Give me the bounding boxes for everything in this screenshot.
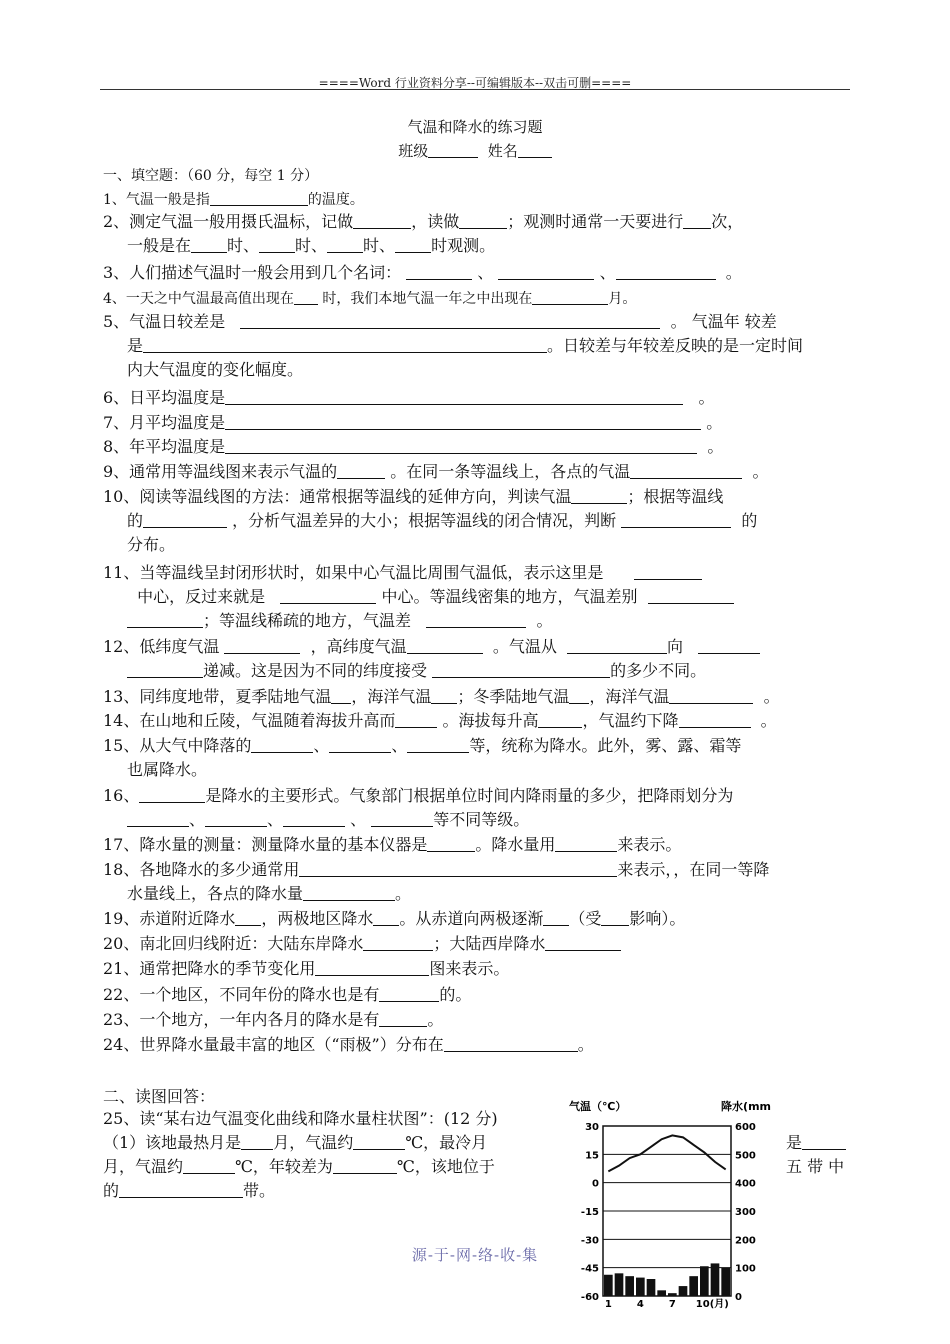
question-4	[103, 287, 858, 311]
chart-precip-tick: 0	[735, 1292, 742, 1303]
q17-blank-1[interactable]	[427, 837, 475, 852]
q2-blank-6[interactable]	[327, 238, 363, 253]
q8-blank[interactable]	[225, 439, 697, 454]
climate-chart	[565, 1098, 775, 1324]
chart-temp-line	[608, 1135, 725, 1171]
q14-text-c: ，气温约下降	[582, 711, 679, 730]
q12-blank-5[interactable]	[127, 663, 203, 678]
question-22	[103, 983, 858, 1007]
chart-temp-tick: -30	[580, 1235, 599, 1247]
q20-blank-2[interactable]	[545, 936, 621, 951]
q5-text-c: 是	[127, 336, 144, 355]
q11-text-d: ；等温线稀疏的地方，气温差	[203, 611, 412, 630]
q9-blank-2[interactable]	[630, 464, 742, 479]
chart-month-tick: 10(月)	[695, 1299, 729, 1310]
question-13	[103, 685, 858, 709]
q5-blank-1[interactable]	[240, 314, 660, 329]
q16-blank-5[interactable]	[371, 812, 433, 827]
chart-temp-tick: -60	[580, 1292, 599, 1303]
q20-text: 20、南北回归线附近：大陆东岸降水	[103, 934, 364, 953]
question-3	[103, 261, 858, 285]
chart-temp-tick: 30	[585, 1122, 599, 1133]
q25-blank-2[interactable]	[353, 1135, 405, 1150]
q16-end: 等不同等级。	[433, 810, 530, 829]
question-17	[103, 833, 858, 857]
question-25	[103, 1107, 563, 1203]
q9-end: 。	[752, 462, 769, 481]
q22-end: 的。	[439, 985, 472, 1004]
q7-blank[interactable]	[225, 415, 701, 430]
chart-right-axis-title: 降水(mm	[721, 1100, 771, 1113]
chart-precip-tick: 400	[735, 1178, 756, 1190]
q19-blank-2[interactable]	[373, 911, 399, 926]
question-18	[103, 858, 858, 906]
chart-precip-tick: 300	[735, 1207, 756, 1218]
q20-text-b: ；大陆西岸降水	[433, 934, 546, 953]
chart-temp-tick: -45	[580, 1263, 599, 1275]
q24-text: 24、世界降水量最丰富的地区（“雨极”）分布在	[103, 1035, 444, 1054]
q16-blank-3[interactable]	[205, 812, 267, 827]
q11-end: 。	[536, 611, 553, 630]
q19-text-c: 。从赤道向两极逐渐	[399, 909, 544, 928]
q17-text: 17、降水量的测量：测量降水量的基本仪器是	[103, 835, 428, 854]
chart-precip-bar	[657, 1290, 666, 1296]
class-blank[interactable]	[428, 143, 478, 158]
question-12	[103, 635, 858, 683]
q15-blank-1[interactable]	[251, 738, 313, 753]
q22-text: 22、一个地区，不同年份的降水也是有	[103, 985, 380, 1004]
question-2	[103, 210, 858, 258]
q18-blank-2[interactable]	[303, 886, 395, 901]
question-25-right	[786, 1131, 866, 1179]
q19-blank-1[interactable]	[235, 911, 261, 926]
q18-text-b: 来表示，，在同一等降	[617, 860, 770, 879]
question-16	[103, 784, 858, 832]
q19-blank-4[interactable]	[601, 911, 629, 926]
q19-end: 影响）。	[629, 909, 686, 928]
q21-end: 图来表示。	[429, 959, 510, 978]
q12-text-c: 。气温从	[492, 637, 557, 656]
q11-text-b: 中心，反过来就是	[137, 587, 266, 606]
q24-blank[interactable]	[444, 1037, 578, 1052]
q2-blank-5[interactable]	[259, 238, 295, 253]
q2-blank-2[interactable]	[459, 214, 507, 229]
q25-blank-5[interactable]	[119, 1183, 243, 1198]
q2-text-i: 时观测。	[431, 236, 496, 255]
q2-text-b: ，读做	[411, 212, 460, 231]
chart-precip-tick: 200	[735, 1235, 756, 1247]
q25-text-e: 月，气温约	[103, 1157, 184, 1176]
chart-month-tick: 4	[636, 1299, 644, 1310]
q11-blank-4[interactable]	[127, 613, 203, 628]
q3-blank-1[interactable]	[406, 265, 472, 280]
q2-text-f: 时、	[227, 236, 260, 255]
question-19	[103, 907, 858, 931]
q12-blank-1[interactable]	[224, 639, 300, 654]
q18-text: 18、各地降水的多少通常用	[103, 860, 300, 879]
q3-text: 3、人们描述气温时一般会用到几个名词：	[103, 263, 402, 282]
q18-blank-1[interactable]	[299, 862, 617, 877]
q14-text-b: 。海拔每升高	[442, 711, 539, 730]
question-23	[103, 1008, 858, 1032]
q2-blank-3[interactable]	[683, 214, 711, 229]
question-15	[103, 734, 858, 782]
q2-text: 2、测定气温一般用摄氏温标，记做	[103, 212, 354, 231]
q16-blank-4[interactable]	[283, 812, 345, 827]
q19-blank-3[interactable]	[543, 911, 569, 926]
q6-blank[interactable]	[225, 390, 683, 405]
chart-temp-tick: -15	[580, 1207, 599, 1218]
q25-text: 25、读“某右边气温变化曲线和降水量柱状图”：(12 分)	[103, 1109, 498, 1128]
q25-blank-4[interactable]	[333, 1159, 397, 1174]
chart-precip-bar	[679, 1286, 688, 1296]
q12-text-e: 递减。这是因为不同的纬度接受	[203, 661, 428, 680]
question-8	[103, 435, 858, 459]
chart-precip-bar	[700, 1266, 709, 1296]
q10-line-2	[103, 509, 858, 533]
q18-line-2	[103, 882, 858, 906]
q8-end: 。	[707, 437, 724, 456]
q10-blank-3[interactable]	[621, 513, 731, 528]
footer-watermark: 源-于-网-络-收-集	[411, 1246, 539, 1264]
q13-text-d: ，海洋气温	[589, 687, 670, 706]
q10-blank-1[interactable]	[571, 489, 627, 504]
question-11	[103, 561, 858, 633]
q17-text-b: 。降水量用	[475, 835, 556, 854]
q11-line-3	[103, 609, 858, 633]
q17-end: 来表示。	[617, 835, 682, 854]
q12-text: 12、低纬度气温	[103, 637, 220, 656]
q17-blank-2[interactable]	[555, 837, 617, 852]
q2-text-c: ；观测时通常一天要进行	[507, 212, 684, 231]
q3-end: 。	[725, 263, 742, 282]
chart-precip-bar	[668, 1293, 677, 1296]
q2-text-e: 一般是在	[127, 236, 192, 255]
q25-text-d: ℃，最冷月	[405, 1133, 488, 1152]
chart-precip-bar	[615, 1273, 624, 1296]
q2-text-g: 时、	[295, 236, 328, 255]
q12-blank-4[interactable]	[698, 639, 760, 654]
q3-blank-3[interactable]	[616, 265, 716, 280]
q14-text: 14、在山地和丘陵，气温随着海拔升高而	[103, 711, 396, 730]
question-20	[103, 932, 858, 956]
q15-text-e: 也属降水。	[127, 760, 208, 779]
q13-text-c: ；冬季陆地气温	[457, 687, 570, 706]
q11-line-2	[103, 585, 858, 609]
q5-text-d: 。日较差与年较差反映的是一定时间	[547, 336, 804, 355]
q16-sep-3: 、	[350, 810, 367, 829]
question-10	[103, 485, 858, 557]
q25-text-g: ℃，该地位于	[396, 1157, 495, 1176]
q5-text-e: 内大气温度的变化幅度。	[127, 360, 304, 379]
q12-text-f: 的多少不同。	[610, 661, 707, 680]
q4-text: 4、一天之中气温最高值出现在	[103, 291, 294, 307]
chart-precip-bar	[721, 1268, 730, 1296]
name-blank[interactable]	[518, 143, 552, 158]
q6-text: 6、日平均温度是	[103, 388, 226, 407]
chart-temp-tick: 0	[592, 1178, 599, 1190]
q12-blank-6[interactable]	[432, 663, 610, 678]
chart-precip-tick: 600	[735, 1122, 756, 1133]
page-title: 气温和降水的练习题	[407, 118, 543, 136]
chart-left-axis-title: 气温（℃）	[569, 1100, 627, 1113]
q25-text-f: ℃，年较差为	[235, 1157, 333, 1176]
q9-text-b: 。在同一条等温线上，各点的气温	[390, 462, 631, 481]
q16-line-2	[103, 808, 858, 832]
q11-text-c: 中心。等温线密集的地方，气温差别	[381, 587, 638, 606]
question-6	[103, 386, 858, 410]
q3-blank-2[interactable]	[498, 265, 594, 280]
name-label: 姓名	[487, 142, 518, 160]
question-14	[103, 709, 858, 733]
chart-month-tick: 7	[668, 1299, 676, 1310]
q15-text-d: 等，统称为降水。此外，雾、露、霜等	[469, 736, 742, 755]
q5-text-b: 。 气温年 较差	[670, 312, 777, 331]
q11-blank-3[interactable]	[648, 589, 734, 604]
q25-right-text-2: 五 带 中	[786, 1157, 845, 1176]
q25-blank-1[interactable]	[241, 1135, 273, 1150]
q19-text-d: （受	[569, 909, 602, 928]
q5-line-2	[103, 334, 858, 358]
q11-blank-2[interactable]	[280, 589, 376, 604]
q2-text-d: 次，	[711, 212, 744, 231]
section-1-heading: 一、填空题：（60 分，每空 1 分）	[103, 168, 319, 184]
q14-blank-1[interactable]	[395, 713, 437, 728]
q14-end: 。	[760, 711, 777, 730]
q19-text-b: ，两极地区降水	[261, 909, 374, 928]
q18-end: 。	[395, 884, 412, 903]
q12-line-2	[103, 659, 858, 683]
q15-sep-1: 、	[313, 736, 330, 755]
q25-text-b: （1）该地最热月是	[103, 1133, 242, 1152]
q2-blank-4[interactable]	[191, 238, 227, 253]
q4-blank-2[interactable]	[532, 290, 608, 305]
q16-sep-2: 、	[267, 810, 284, 829]
q3-sep-1: 、	[477, 263, 494, 282]
q4-text-b: 时，我们本地气温一年之中出现在	[322, 291, 533, 307]
q25-blank-6[interactable]	[802, 1135, 846, 1150]
class-label: 班级	[398, 142, 429, 160]
q23-blank[interactable]	[379, 1012, 427, 1027]
q5-blank-2[interactable]	[143, 338, 547, 353]
q14-blank-2[interactable]	[538, 713, 582, 728]
q2-blank-1[interactable]	[353, 214, 411, 229]
q16-text-b: 是降水的主要形式。气象部门根据单位时间内降雨量的多少，把降雨划分为	[205, 786, 734, 805]
q13-blank-1[interactable]	[331, 689, 351, 704]
q12-text-d: 向	[667, 637, 684, 656]
section-2-heading: 二、读图回答：	[103, 1087, 216, 1106]
chart-precip-bar	[647, 1279, 656, 1296]
question-24	[103, 1033, 858, 1057]
q10-text-b: ；根据等温线	[627, 487, 724, 506]
q16-sep-1: 、	[189, 810, 206, 829]
q10-text-e: 的	[741, 511, 758, 530]
q24-end: 。	[577, 1035, 594, 1054]
q2-line-2	[103, 234, 858, 258]
chart-precip-tick: 500	[735, 1150, 756, 1162]
q4-text-c: 月。	[608, 291, 637, 307]
q9-text: 9、通常用等温线图来表示气温的	[103, 462, 338, 481]
q16-blank-2[interactable]	[127, 812, 189, 827]
q15-blank-3[interactable]	[407, 738, 469, 753]
q19-text: 19、赤道附近降水	[103, 909, 236, 928]
q9-blank-1[interactable]	[337, 464, 385, 479]
document-header: ====Word 行业资料分享--可编辑版本--双击可删====	[318, 76, 632, 90]
q1-blank[interactable]	[210, 191, 308, 206]
q10-text-d: ，分析气温差异的大小；根据等温线的闭合情况，判断	[232, 511, 617, 530]
q8-text: 8、年平均温度是	[103, 437, 226, 456]
q10-text-f: 分布。	[127, 535, 176, 554]
question-9	[103, 460, 858, 484]
q25-text-h: 的	[103, 1181, 120, 1200]
chart-temp-tick: 15	[585, 1150, 599, 1162]
q25-text-c: 月，气温约	[273, 1133, 354, 1152]
q13-blank-2[interactable]	[431, 689, 457, 704]
q3-sep-2: 、	[599, 263, 616, 282]
q23-end: 。	[427, 1010, 444, 1029]
class-name-line	[0, 140, 950, 161]
q13-blank-4[interactable]	[669, 689, 753, 704]
question-7	[103, 411, 858, 435]
q6-end: 。	[698, 388, 715, 407]
q20-blank-1[interactable]	[363, 936, 433, 951]
chart-precip-bar	[711, 1263, 720, 1296]
chart-precip-bar	[636, 1278, 645, 1296]
q13-end: 。	[763, 687, 780, 706]
header-rule	[100, 89, 850, 90]
q22-blank[interactable]	[379, 987, 439, 1002]
chart-precip-bar	[625, 1276, 634, 1296]
q23-text: 23、一个地方，一年内各月的降水是有	[103, 1010, 380, 1029]
question-21	[103, 957, 858, 981]
q2-text-h: 时、	[363, 236, 396, 255]
q5-text: 5、气温日较差是	[103, 312, 226, 331]
q10-text: 10、阅读等温线图的方法：通常根据等温线的延伸方向，判读气温	[103, 487, 572, 506]
q7-text: 7、月平均温度是	[103, 413, 226, 432]
q12-blank-2[interactable]	[407, 639, 483, 654]
question-1	[103, 188, 858, 212]
q13-text-b: ，海洋气温	[351, 687, 432, 706]
q12-text-b: ，高纬度气温	[310, 637, 407, 656]
q13-blank-3[interactable]	[569, 689, 589, 704]
q16-blank-1[interactable]	[139, 788, 205, 803]
q10-blank-2[interactable]	[143, 513, 227, 528]
chart-precip-tick: 100	[735, 1263, 756, 1275]
q16-text: 16、	[103, 786, 140, 805]
q15-blank-2[interactable]	[329, 738, 391, 753]
q11-blank-5[interactable]	[426, 613, 526, 628]
chart-month-tick: 1	[604, 1299, 612, 1310]
q25-blank-3[interactable]	[183, 1159, 235, 1174]
q11-text: 11、当等温线呈封闭形状时，如果中心气温比周围气温低，表示这里是	[103, 563, 604, 582]
q18-text-c: 水量线上，各点的降水量	[127, 884, 304, 903]
q12-blank-3[interactable]	[567, 639, 667, 654]
q2-blank-7[interactable]	[395, 238, 431, 253]
q15-sep-2: 、	[391, 736, 408, 755]
q10-text-c: 的	[127, 511, 144, 530]
q1-text-end: 的温度。	[307, 192, 364, 208]
q14-blank-3[interactable]	[679, 713, 751, 728]
q1-text: 1、气温一般是指	[103, 192, 210, 208]
q15-text: 15、从大气中降落的	[103, 736, 252, 755]
question-5	[103, 310, 858, 382]
chart-precip-bar	[604, 1275, 613, 1296]
q21-text: 21、通常把降水的季节变化用	[103, 959, 316, 978]
q21-blank[interactable]	[315, 961, 429, 976]
q25-end: 带。	[243, 1181, 276, 1200]
q13-text: 13、同纬度地带，夏季陆地气温	[103, 687, 332, 706]
q25-right-text-1: 是	[786, 1133, 803, 1152]
q4-blank-1[interactable]	[294, 290, 318, 305]
q7-end: 。	[706, 413, 723, 432]
q11-blank-1[interactable]	[634, 565, 702, 580]
chart-precip-bar	[689, 1276, 698, 1296]
